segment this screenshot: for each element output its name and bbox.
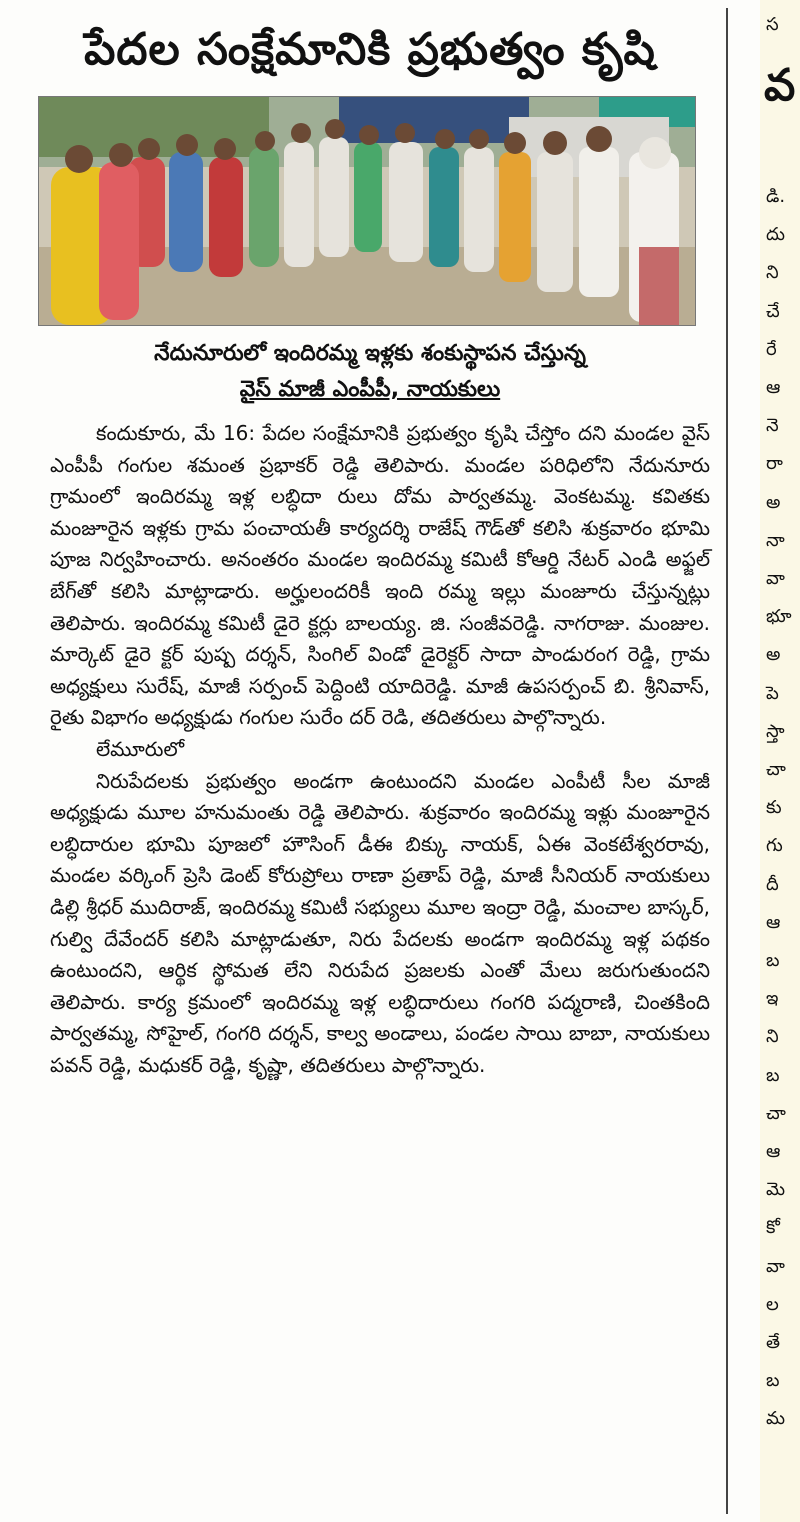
- next-column-heading-fragment: వ: [764, 60, 796, 111]
- next-column-line-fragment: చా: [766, 1102, 786, 1124]
- next-column-line-fragment: ని: [766, 262, 779, 284]
- next-column-line-fragment: వా: [766, 1255, 785, 1277]
- next-column-line-fragment: పె: [766, 682, 779, 704]
- next-column-line-fragment: వా: [766, 568, 785, 589]
- next-column-line-fragment: బ: [766, 1370, 780, 1392]
- next-column-line-fragment: బ: [766, 1064, 780, 1086]
- paragraph-1: కందుకూరు, మే 16: పేదల సంక్షేమానికి ప్రభుత్వం కృషి చేస్తోం దని మండల వైస్ ఎంపీపీ గంగుల శమంత ప్రభాకర్ రెడ్డి తెలిపారు. మండల పరిధిలోని నేదునూరు గ్రామంలో ఇందిరమ్మ ఇళ్ల లబ్ధిదా రులు దోమ పార్వతమ్మ. వెంకటమ్మ. కవితకు మంజూరైన ఇళ్లకు గ్రామ పంచాయతీ కార్యదర్శి రాజేష్ గౌడ్‌తో కలిసి శుక్రవారం భూమి పూజ నిర్వహించారు. అనంతరం మండల ఇందిరమ్మ కమిటీ కోఆర్డి నేటర్ ఎండి అఫ్జల్ బేగ్‌తో కలిసి మాట్లాడారు. అర్హులందరికీ ఇంది రమ్మ ఇల్లు మంజూరు చేస్తున్నట్లు తెలిపారు. ఇందిరమ్మ కమిటీ డైరె క్టర్లు బాలయ్య. జి. సంజీవరెడ్డి. నాగరాజు. మంజుల. మార్కెట్ డైరె క్టర్ పుష్ప దర్శన్, సింగిల్ విండో డైరెక్టర్ సాదా పాండురంగ రెడ్డి, గ్రామ అధ్యక్షులు సురేష్, మాజీ సర్పంచ్ పెద్దింటి యాదిరెడ్డి. మాజీ ఉపసర్పంచ్ బి. శ్రీనివాస్, రైతు విభాగం అధ్యక్షుడు గంగుల సురేం దర్ రెడి, తదితరులు పాల్గొన్నారు.: [50, 421, 710, 730]
- next-column-line-fragment: స్తా: [766, 720, 785, 742]
- next-column-line-fragment: డి.: [766, 186, 786, 207]
- next-column-line-fragment: ఆ: [766, 1141, 781, 1162]
- next-column-top-fragment: స: [766, 14, 779, 35]
- next-column-line-fragment: అ: [766, 491, 781, 513]
- next-column-line-fragment: గు: [766, 835, 783, 857]
- next-column-line-fragment: చే: [766, 300, 780, 322]
- next-column-line-fragment: కు: [766, 797, 782, 819]
- next-column-line-fragment: తే: [766, 1332, 781, 1353]
- next-column-line-fragment: బ: [766, 950, 780, 971]
- next-column-line-fragment: ఇ: [766, 988, 779, 1010]
- column-divider: [726, 8, 728, 1514]
- adjacent-article-column: [760, 0, 800, 1522]
- photo-caption: [30, 336, 710, 408]
- next-column-line-fragment: దు: [766, 224, 785, 246]
- next-column-line-fragment: ల: [766, 1293, 779, 1315]
- paragraph-2: నిరుపేదలకు ప్రభుత్వం అండగా ఉంటుందని మండల ఎంపీటీ సీల మాజీ అధ్యక్షుడు మూల హనుమంతు రెడ్డి తెలిపారు. శుక్రవారం ఇందిరమ్మ ఇళ్లు మంజూరైన లబ్ధిదారుల భూమి పూజలో హౌసింగ్ డీఈ బిక్కు నాయక్, ఏఈ వెంకటేశ్వరరావు, మండల వర్కింగ్ ప్రెసి డెంట్ కోరుప్రోలు రాణా ప్రతాప్ రెడ్డి, మాజీ సీనియర్ నాయకులు డిల్లి శ్రీధర్ ముదిరాజ్, ఇందిరమ్మ కమిటీ సభ్యులు మూల ఇంద్రా రెడ్డి, మంచాల బాస్కర్, గుల్వి దేవేందర్ కలిసి మాట్లాడుతూ, నిరు పేదలకు అండగా ఇందిరమ్మ ఇళ్ల పథకం ఉంటుందని, ఆర్థిక స్థోమత లేని నిరుపేద ప్రజలకు ఎంతో మేలు జరుగుతుందని తెలిపారు. కార్య క్రమంలో ఇందిరమ్మ ఇళ్ల లబ్ధిదారులు గంగరి పద్మరాణి, చింతకింది పార్వతమ్మ, సోహైల్, గంగరి దర్శన్, కాల్వ అండాలు, పండల సాయి బాబా, నాయకులు పవన్ రెడ్డి, మధుకర్ రెడ్డి, కృష్ణా, తదితరులు పాల్గొన్నారు.: [50, 768, 710, 1077]
- next-column-line-fragment: దీ: [766, 873, 779, 895]
- next-column-line-fragment: మె: [766, 1179, 786, 1201]
- next-column-line-fragment: కో: [766, 1217, 780, 1239]
- next-column-line-fragment: నా: [766, 529, 785, 551]
- next-column-line-fragment: రా: [766, 453, 783, 475]
- photo-illustration: [39, 97, 695, 325]
- next-column-line-fragment: మ: [766, 1408, 786, 1430]
- next-column-line-fragment: చా: [766, 759, 786, 780]
- news-photo: [38, 96, 696, 326]
- next-column-line-fragment: నె: [766, 415, 779, 437]
- next-column-line-fragment: ఆ: [766, 377, 781, 398]
- caption-line-2: వైస్ మాజీ ఎంపీపీ, నాయకులు: [239, 377, 501, 402]
- next-column-line-fragment: ని: [766, 1026, 779, 1048]
- next-column-line-fragment: అ: [766, 644, 781, 666]
- next-column-line-fragment: రే: [766, 338, 777, 360]
- subheading: లేమూరులో: [96, 736, 185, 761]
- next-column-line-fragment: ఆ: [766, 911, 781, 933]
- article-body: [50, 418, 710, 1081]
- caption-line-1: నేదునూరులో ఇందిరమ్మ ఇళ్లకు శంకుస్థాపన చేస్తున్న: [154, 341, 586, 366]
- headline: పేదల సంక్షేమానికి ప్రభుత్వం కృషి: [84, 24, 656, 75]
- next-column-line-fragment: భూ: [766, 606, 792, 628]
